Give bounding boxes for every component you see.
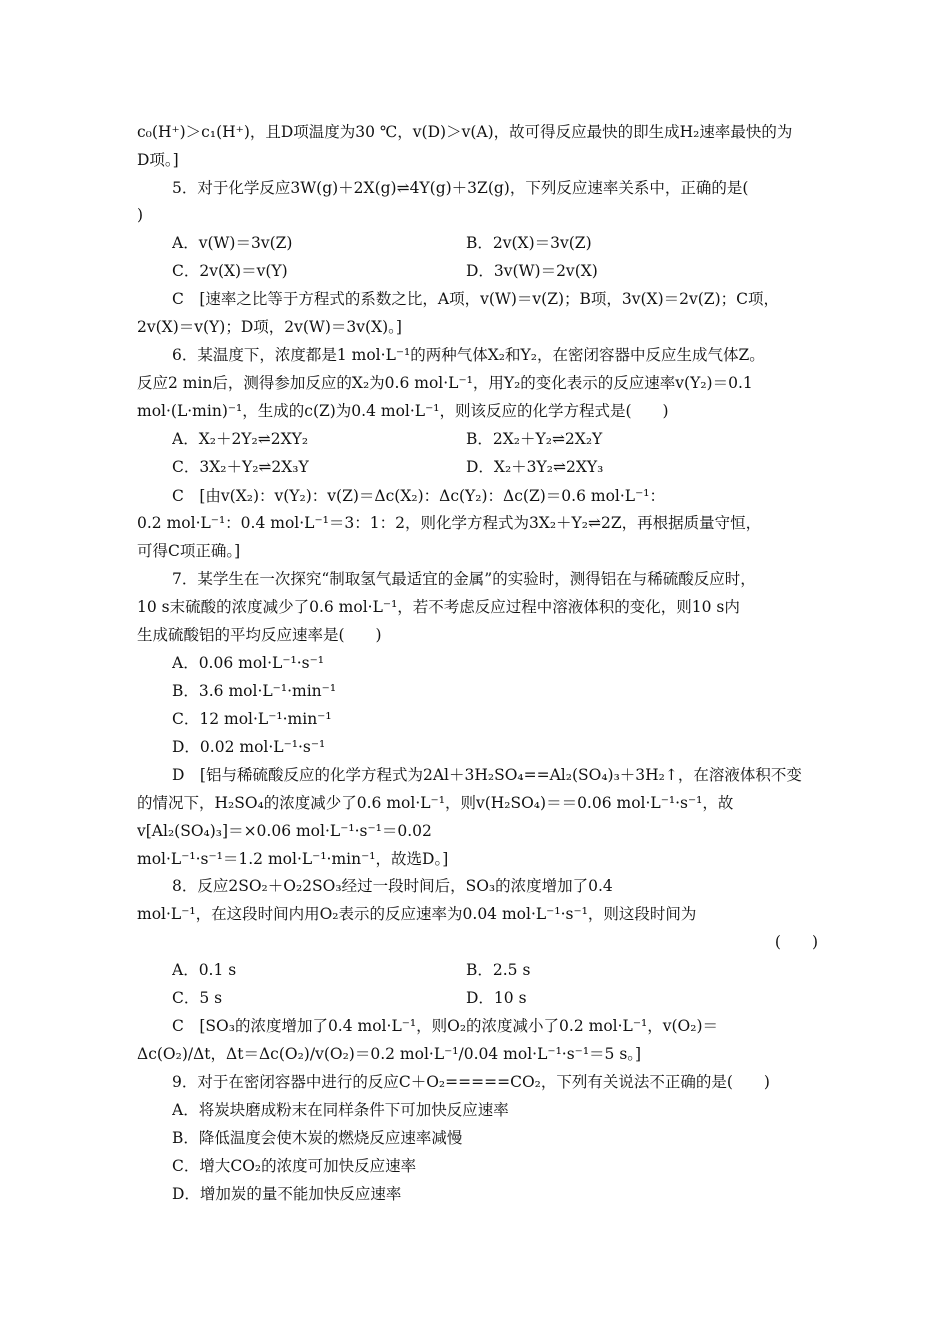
text-line: 的情况下，H₂SO₄的浓度减少了0.6 mol·L⁻¹，则v(H₂SO₄)＝＝0.06 mol·L⁻¹·s⁻¹，故 <box>137 794 734 812</box>
question-8: 8．反应2SO₂＋O₂2SO₃经过一段时间后，SO₃的浓度增加了0.4 <box>172 877 613 895</box>
option-b: B．3.6 mol·L⁻¹·min⁻¹ <box>172 682 337 700</box>
answer-blank: ( ) <box>774 933 818 951</box>
option-c: C．5 s <box>172 989 223 1007</box>
option-a: A．0.1 s <box>172 961 237 979</box>
option-b: B．降低温度会使木炭的燃烧反应速率减慢 <box>172 1129 463 1147</box>
text-line: mol·L⁻¹，在这段时间内用O₂表示的反应速率为0.04 mol·L⁻¹·s⁻¹，则这段时间为 <box>137 905 697 923</box>
option-b: B．2.5 s <box>466 961 531 979</box>
answer-6: C [由v(X₂)：v(Y₂)：v(Z)＝Δc(X₂)：Δc(Y₂)：Δc(Z)＝0.6 mol·L⁻¹： <box>172 487 665 505</box>
question-6: 6．某温度下，浓度都是1 mol·L⁻¹的两种气体X₂和Y₂，在密闭容器中反应生成气体Z。 <box>172 346 765 364</box>
text-line: mol·(L·min)⁻¹，生成的c(Z)为0.4 mol·L⁻¹，则该反应的化学方程式是( ) <box>137 402 669 420</box>
text-line: 生成硫酸铝的平均反应速率是( ) <box>137 626 382 644</box>
option-b: B．2X₂＋Y₂⇌2X₂Y <box>466 430 603 448</box>
text-line: 反应2 min后，测得参加反应的X₂为0.6 mol·L⁻¹，用Y₂的变化表示的反应速率v(Y₂)＝0.1 <box>137 374 753 392</box>
option-c: C．3X₂＋Y₂⇌2X₃Y <box>172 458 309 476</box>
answer-7: D [铝与稀硫酸反应的化学方程式为2Al＋3H₂SO₄==Al₂(SO₄)₃＋3H₂↑，在溶液体积不变 <box>172 766 802 784</box>
text-line: 可得C项正确。] <box>137 542 241 560</box>
option-d: D．0.02 mol·L⁻¹·s⁻¹ <box>172 738 326 756</box>
option-d: D．增加炭的量不能加快反应速率 <box>172 1185 402 1203</box>
text-line: 2v(X)＝v(Y)；D项，2v(W)＝3v(X)。] <box>137 318 402 336</box>
text-line: 10 s末硫酸的浓度减少了0.6 mol·L⁻¹，若不考虑反应过程中溶液体积的变化，则10 s内 <box>137 598 740 616</box>
option-b: B．2v(X)＝3v(Z) <box>466 234 592 252</box>
option-d: D．X₂＋3Y₂⇌2XY₃ <box>466 458 604 476</box>
text-line: ) <box>137 206 144 224</box>
option-c: C．增大CO₂的浓度可加快反应速率 <box>172 1157 417 1175</box>
text-line: 0.2 mol·L⁻¹：0.4 mol·L⁻¹＝3：1：2，则化学方程式为3X₂＋Y₂⇌2Z，再根据质量守恒， <box>137 514 762 532</box>
option-a: A．0.06 mol·L⁻¹·s⁻¹ <box>172 654 325 672</box>
question-5: 5．对于化学反应3W(g)＋2X(g)⇌4Y(g)＋3Z(g)，下列反应速率关系中，正确的是( <box>172 179 749 197</box>
option-d: D．3v(W)＝2v(X) <box>466 262 598 280</box>
option-c: C．2v(X)＝v(Y) <box>172 262 288 280</box>
text-line: v[Al₂(SO₄)₃]＝×0.06 mol·L⁻¹·s⁻¹＝0.02 <box>137 822 432 840</box>
answer-5: C [速率之比等于方程式的系数之比，A项，v(W)＝v(Z)；B项，3v(X)＝2v(Z)；C项， <box>172 290 779 308</box>
text-line: D项。] <box>137 151 179 169</box>
question-7: 7．某学生在一次探究“制取氢气最适宜的金属”的实验时，测得铝在与稀硫酸反应时， <box>172 570 756 588</box>
option-a: A．X₂＋2Y₂⇌2XY₂ <box>172 430 309 448</box>
text-line: Δc(O₂)/Δt，Δt＝Δc(O₂)/v(O₂)＝0.2 mol·L⁻¹/0.04 mol·L⁻¹·s⁻¹＝5 s。] <box>137 1045 642 1063</box>
question-9: 9．对于在密闭容器中进行的反应C＋O₂=====CO₂，下列有关说法不正确的是( ) <box>172 1073 770 1091</box>
text-line: mol·L⁻¹·s⁻¹＝1.2 mol·L⁻¹·min⁻¹，故选D。] <box>137 850 449 868</box>
option-d: D．10 s <box>466 989 527 1007</box>
answer-8: C [SO₃的浓度增加了0.4 mol·L⁻¹，则O₂的浓度减小了0.2 mol·L⁻¹，v(O₂)＝ <box>172 1017 718 1035</box>
option-c: C．12 mol·L⁻¹·min⁻¹ <box>172 710 332 728</box>
text-line: c₀(H⁺)＞c₁(H⁺)，且D项温度为30 ℃，v(D)＞v(A)，故可得反应最快的即生成H₂速率最快的为 <box>137 123 793 141</box>
option-a: A．将炭块磨成粉末在同样条件下可加快反应速率 <box>172 1101 509 1119</box>
option-a: A．v(W)＝3v(Z) <box>172 234 293 252</box>
